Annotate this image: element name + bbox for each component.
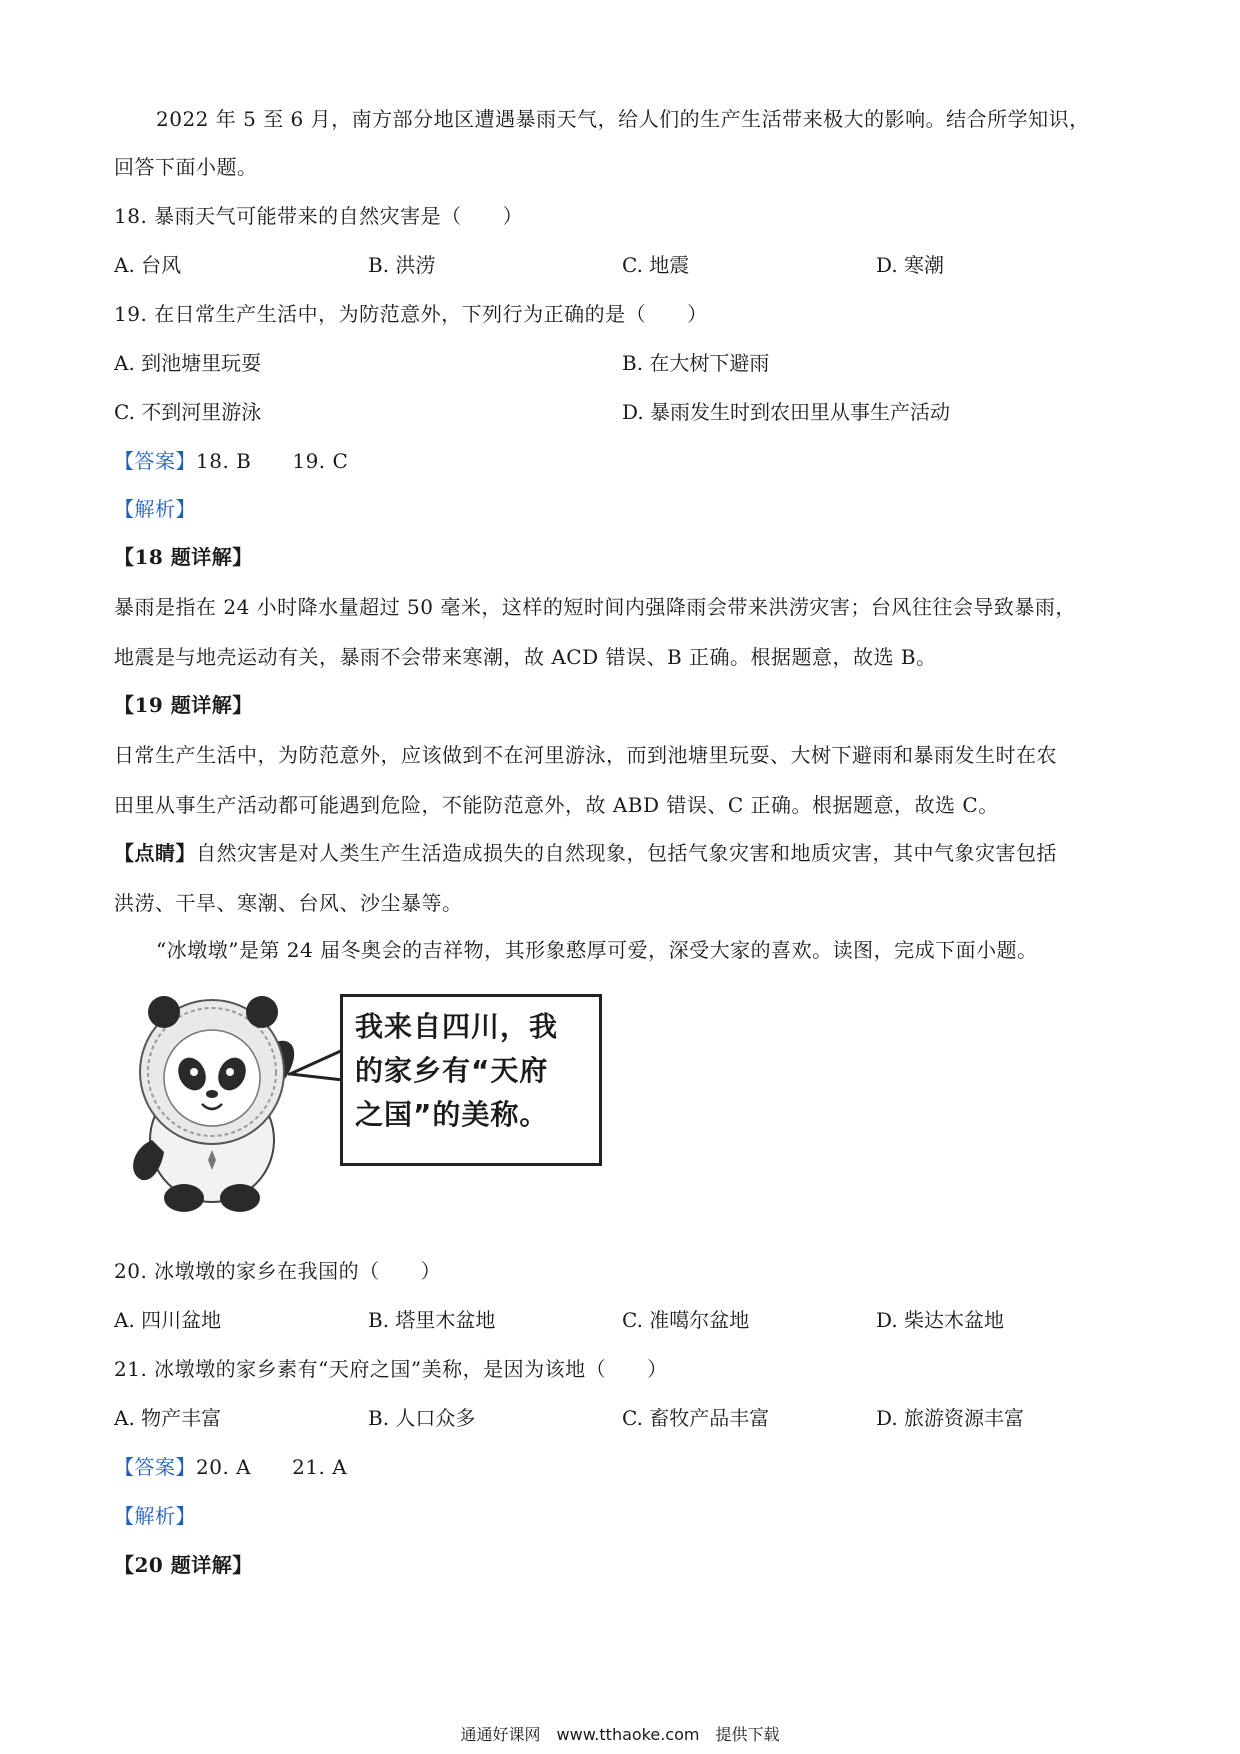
answer-label: 【答案】 xyxy=(114,449,196,473)
q19-option-a: A. 到池塘里玩耍 xyxy=(114,351,262,375)
answer-text-2: 20. A 21. A xyxy=(196,1455,348,1479)
question-21-stem: 21. 冰墩墩的家乡素有“天府之国”美称，是因为该地（ ） xyxy=(114,1357,668,1381)
speech-bubble xyxy=(340,994,602,1166)
answer-block-2 xyxy=(114,1452,347,1482)
intro-paragraph-line-2: 回答下面小题。 xyxy=(114,155,258,179)
dianjing-line-1 xyxy=(114,838,1057,868)
q18-option-c: C. 地震 xyxy=(622,253,690,277)
question-18-stem: 18. 暴雨天气可能带来的自然灾害是（ ） xyxy=(114,204,524,228)
detail-20-label: 【20 题详解】 xyxy=(114,1553,253,1577)
detail-18-label: 【18 题详解】 xyxy=(114,545,253,569)
speech-bubble-pointer xyxy=(288,1040,348,1100)
speech-bubble-line-2: 的家乡有“天府 xyxy=(355,1054,549,1087)
q20-option-c: C. 准噶尔盆地 xyxy=(622,1308,750,1332)
q19-option-c: C. 不到河里游泳 xyxy=(114,400,262,424)
speech-bubble-line-1: 我来自四川，我 xyxy=(355,1010,559,1043)
detail-18-line-2: 地震是与地壳运动有关，暴雨不会带来寒潮，故 ACD 错误、B 正确。根据题意，故选 B。 xyxy=(114,645,937,669)
answer-text: 18. B 19. C xyxy=(196,449,349,473)
dianjing-label: 【点睛】 xyxy=(114,841,196,865)
analysis-label-2: 【解析】 xyxy=(114,1504,196,1528)
question-20-stem: 20. 冰墩墩的家乡在我国的（ ） xyxy=(114,1259,442,1283)
detail-18-line-1: 暴雨是指在 24 小时降水量超过 50 毫米，这样的短时间内强降雨会带来洪涝灾害；台风往往会导致暴雨， xyxy=(114,595,1076,619)
panda-mascot-illustration xyxy=(112,990,352,1215)
q20-option-a: A. 四川盆地 xyxy=(114,1308,222,1332)
dianjing-text: 自然灾害是对人类生产生活造成损失的自然现象，包括气象灾害和地质灾害，其中气象灾害包括 xyxy=(196,841,1057,865)
mascot-figure xyxy=(112,990,612,1215)
q19-option-d: D. 暴雨发生时到农田里从事生产活动 xyxy=(622,400,951,424)
analysis-label: 【解析】 xyxy=(114,497,196,521)
detail-19-line-1: 日常生产生活中，为防范意外，应该做到不在河里游泳，而到池塘里玩耍、大树下避雨和暴雨发生时在农 xyxy=(114,743,1057,767)
q19-option-b: B. 在大树下避雨 xyxy=(622,351,770,375)
intro-paragraph-line-1: 2022 年 5 至 6 月，南方部分地区遭遇暴雨天气，给人们的生产生活带来极大的影响。结合所学知识， xyxy=(156,107,1090,131)
dianjing-line-2: 洪涝、干旱、寒潮、台风、沙尘暴等。 xyxy=(114,891,463,915)
detail-19-line-2: 田里从事生产活动都可能遇到危险，不能防范意外，故 ABD 错误、C 正确。根据题意，故选 C。 xyxy=(114,793,999,817)
question-19-stem: 19. 在日常生产生活中，为防范意外，下列行为正确的是（ ） xyxy=(114,302,708,326)
page-footer-watermark: 通通好课网 www.tthaoke.com 提供下载 xyxy=(460,1725,780,1744)
q18-option-b: B. 洪涝 xyxy=(368,253,436,277)
q18-option-d: D. 寒潮 xyxy=(876,253,945,277)
q21-option-a: A. 物产丰富 xyxy=(114,1406,222,1430)
q20-option-d: D. 柴达木盆地 xyxy=(876,1308,1005,1332)
speech-bubble-line-3: 之国”的美称。 xyxy=(355,1098,549,1131)
q18-option-a: A. 台风 xyxy=(114,253,182,277)
q21-option-c: C. 畜牧产品丰富 xyxy=(622,1406,770,1430)
answer-block-1 xyxy=(114,446,348,476)
q20-option-b: B. 塔里木盆地 xyxy=(368,1308,496,1332)
q21-option-d: D. 旅游资源丰富 xyxy=(876,1406,1025,1430)
q21-option-b: B. 人口众多 xyxy=(368,1406,476,1430)
answer-label-2: 【答案】 xyxy=(114,1455,196,1479)
intro-2-paragraph: “冰墩墩”是第 24 届冬奥会的吉祥物，其形象憨厚可爱，深受大家的喜欢。读图，完成下面小题。 xyxy=(156,938,1038,962)
detail-19-label: 【19 题详解】 xyxy=(114,693,253,717)
